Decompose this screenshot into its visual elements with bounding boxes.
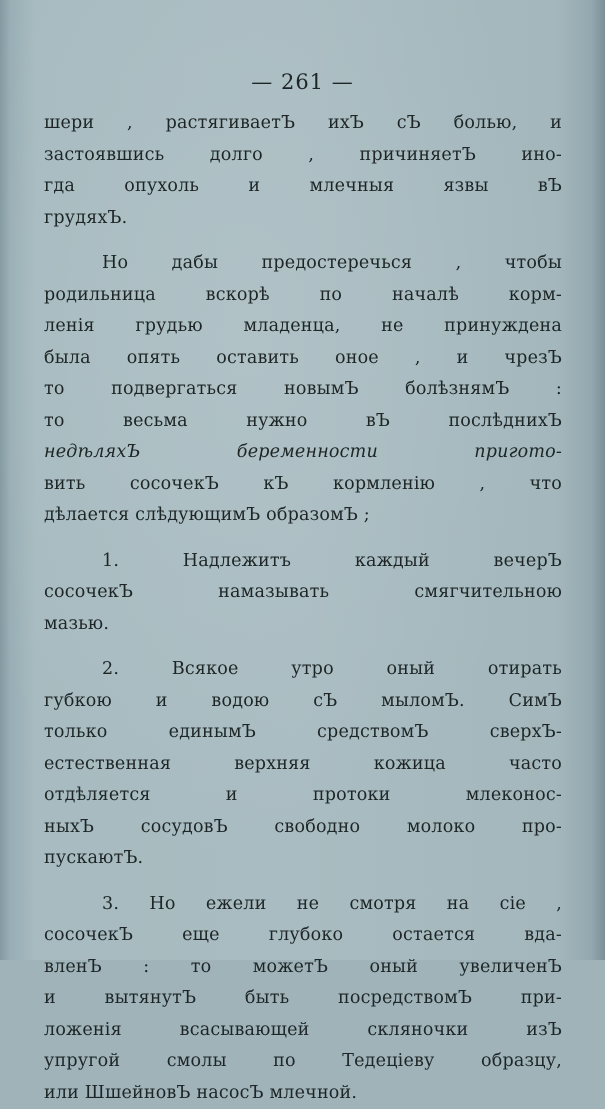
text-line: 3. Но ежели не смотря на сіе , — [44, 889, 562, 921]
text-line: или ШшейновЪ насосЪ млечной. — [44, 1078, 562, 1109]
text-line: то подвергаться новымЪ болѣзнямЪ : — [44, 374, 562, 406]
paragraph-gap — [44, 875, 562, 889]
text-line: то весьма нужно вЪ послѣднихЪ — [44, 406, 562, 438]
text-line: родильница вскорѣ по началѣ корм- — [44, 280, 562, 312]
text-line: 1. Надлежитъ каждый вечерЪ — [44, 546, 562, 578]
text-line: упругой смолы по Тедеціеву образцу, — [44, 1046, 562, 1078]
text-line: сосочекЪ еще глубоко остается вда- — [44, 920, 562, 952]
text-line: ленія грудью младенца, не принуждена — [44, 311, 562, 343]
page-right-edge-shadow — [591, 0, 605, 960]
text-line: естественная верхняя кожица часто — [44, 749, 562, 781]
paragraph-gap — [44, 234, 562, 248]
text-line: Но дабы предостеречься , чтобы — [44, 248, 562, 280]
text-line: мазью. — [44, 609, 562, 641]
text-line: грудяхЪ. — [44, 203, 562, 235]
text-line-italic: недѣляхЪ беременности пригото- — [44, 437, 562, 469]
body-text — [44, 108, 562, 1109]
text-line: гда опухоль и млечныя язвы вЪ — [44, 171, 562, 203]
text-line: сосочекЪ намазывать смягчительною — [44, 577, 562, 609]
text-line: вить сосочекЪ кЪ кормленію , что — [44, 469, 562, 501]
page-number: — 261 — — [0, 70, 605, 94]
text-line: пускаютЪ. — [44, 843, 562, 875]
text-line: была опять оставить оное , и чрезЪ — [44, 343, 562, 375]
paragraph-gap — [44, 640, 562, 654]
text-line: только единымЪ средствомЪ сверхЪ- — [44, 717, 562, 749]
text-line: ныхЪ сосудовЪ свободно молоко про- — [44, 812, 562, 844]
text-line: 2. Всякое утро оный отирать — [44, 654, 562, 686]
text-line: дѣлается слѣдующимЪ образомЪ ; — [44, 500, 562, 532]
text-line: ложенія всасывающей скляночки изЪ — [44, 1015, 562, 1047]
text-line: губкою и водою сЪ мыломЪ. СимЪ — [44, 686, 562, 718]
text-line: застоявшись долго , причиняетЪ ино- — [44, 140, 562, 172]
text-line: и вытянутЪ быть посредствомЪ при- — [44, 983, 562, 1015]
page-left-edge-shadow — [0, 0, 10, 960]
paragraph-gap — [44, 532, 562, 546]
text-line: вленЪ : то можетЪ оный увеличенЪ — [44, 952, 562, 984]
text-line: шери , растягиваетЪ ихЪ сЪ болью, и — [44, 108, 562, 140]
text-line: отдѣляется и протоки млеконос- — [44, 780, 562, 812]
